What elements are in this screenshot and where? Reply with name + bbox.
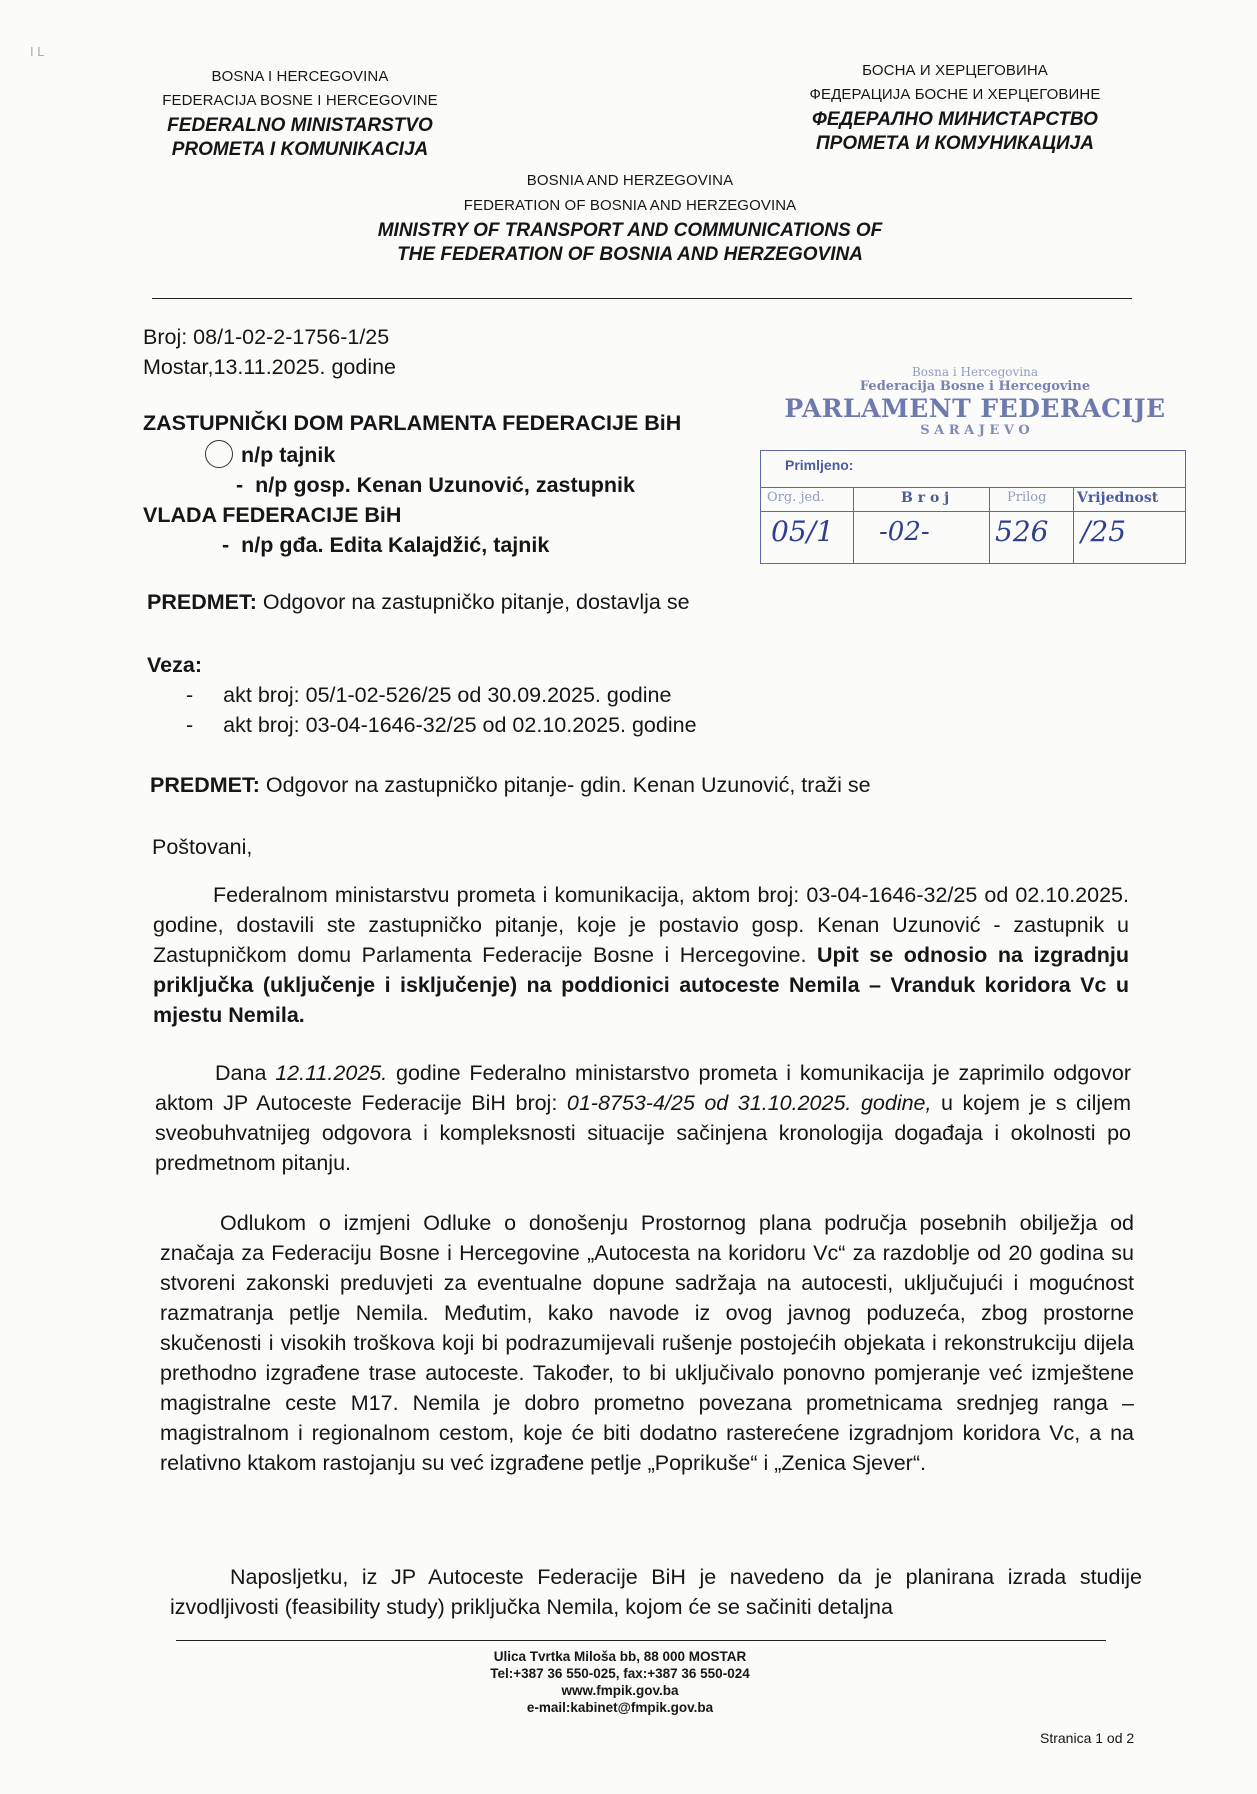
footer-phone-fax: Tel:+387 36 550-025, fax:+387 36 550-024 [490, 1666, 750, 1681]
hand-circle-mark [205, 440, 233, 468]
recipient-house-deputy-label: n/p gosp. Kenan Uzunović, zastupnik [255, 473, 635, 497]
paragraph-3: Odlukom o izmjeni Odluke o donošenju Prostornog plana područja posebnih obilježja od značaja za Federaciju Bosne i Hercegovine „Autocesta na koridoru Vc“ za razdoblje od 20 godina su stvoreni zakonski preduvjeti za eventualne dopune sadržaja na autocesti, uključujući i mogućnost razmatranja petlje Nemila. Međutim, kako navode iz ovog javnog poduzeća, zbog prostorne skučenosti i visokih troškova koji bi podrazumijevali rušenje postojećih objekata i rekonstrukciju dijela prethodno izgrađene trase autoceste. Također, to bi uključivalo ponovno pomjeranje već izmještene magistralne ceste M17. Nemila je dobro prometno povezana prometnicama srednjeg ranga – magistralnom i regionalnom cestom, koje će biti dodatno rasterećene izgradnjom koridora Vc, a na relativno ktakom rastojanju su već izgrađene petlje „Poprikuše“ i „Zenica Sjever“. [160, 1211, 1134, 1475]
stamp-col-unit: Org. jed. [767, 490, 825, 505]
subject-line-1 [147, 587, 690, 617]
header-latin-country: BOSNA I HERCEGOVINA [211, 68, 389, 85]
subject-label: PREDMET: [150, 773, 260, 797]
stamp-registration-box [760, 450, 1186, 564]
footer-email: e-mail:kabinet@fmpik.gov.ba [526, 1700, 714, 1715]
stamp-col-number: B r o j [901, 490, 950, 506]
paragraph-2-text-e: u kojem je s ciljem sveobuhvatnijeg odgovora i kompleksnosti situacije sačinjena kronologija događaja i okolnosti po predmetnom pitanju. [155, 1091, 1132, 1175]
list-dash: - [186, 713, 194, 737]
list-dash: - [236, 473, 244, 497]
recipient-house-deputy [236, 470, 635, 500]
corner-mark: I L [30, 44, 45, 59]
parliament-stamp [760, 365, 1190, 438]
stamp-col-attachment: Prilog [1007, 490, 1047, 505]
paragraph-2-text-a: Dana [215, 1061, 276, 1085]
stamp-line-3: PARLAMENT FEDERACIJE [784, 394, 1166, 423]
stamp-handwritten-value: /25 [1081, 515, 1127, 548]
header-latin-federation: FEDERACIJA BOSNE I HERCEGOVINE [162, 92, 438, 109]
paragraph-1-text: Federalnom ministarstvu prometa i komunikacija, aktom broj: 03-04-1646-32/25 od 02.10.2025. godine, dostavili ste zastupničko pitanje, koje je postavio gosp. Kenan Uzunović - zastupnik u Zastupničkom domu Parlamenta Federacije Bosne i Hercegovine. [153, 883, 1129, 967]
footer-address: Ulica Tvrtka Miloša bb, 88 000 MOSTAR [493, 1649, 747, 1664]
recipient-government: VLADA FEDERACIJE BiH [143, 503, 402, 527]
list-dash: - [222, 533, 230, 557]
subject-text: Odgovor na zastupničko pitanje, dostavlja se [256, 590, 690, 614]
stamp-line-4: S A R A J E V O [920, 423, 1030, 438]
paragraph-1-emphasis: Upit se odnosio na izgradnju priključka (uključenje i isključenje) na poddionici autoceste Nemila – Vranduk koridora Vc u mjestu Nemila. [153, 943, 1129, 1027]
header-cyrillic-federation: ФЕДЕРАЦИЈА БОСНЕ И ХЕРЦЕГОВИНЕ [809, 86, 1101, 103]
recipient-house-secretary-label: n/p tajnik [241, 443, 336, 467]
footer-contact [420, 1648, 820, 1716]
header-cyrillic [780, 62, 1130, 155]
header-latin [140, 68, 460, 161]
paragraph-4: Naposljetku, iz JP Autoceste Federacije BiH je navedeno da je planirana izrada studije izvodljivosti (feasibility study) priključka Nemila, kojom će se sačiniti detaljna [170, 1565, 1142, 1619]
recipient-government-secretary [222, 530, 549, 560]
header-english-federation: FEDERATION OF BOSNIA AND HERZEGOVINA [463, 197, 797, 214]
footer-website: www.fmpik.gov.ba [561, 1683, 679, 1698]
subject-label: PREDMET: [147, 590, 257, 614]
subject-line-2 [150, 770, 871, 800]
salutation: Poštovani, [152, 835, 253, 859]
stamp-handwritten-number: -02- [879, 517, 930, 547]
paragraph-2-reference: 01-8753-4/25 od 31.10.2025. godine, [566, 1091, 932, 1115]
list-dash: - [186, 683, 194, 707]
paragraph-2-date: 12.11.2025. [275, 1061, 388, 1085]
stamp-line-1: Bosna i Hercegovina [911, 365, 1039, 379]
header-cyrillic-ministry-2: ПРОМЕТА И КОМУНИКАЦИЈА [816, 133, 1094, 154]
header-english [330, 172, 930, 266]
paragraph-2-text-c: godine Federalno ministarstvo prometa i komunikacija je zaprimilo odgovor aktom JP Autoceste Federacije BiH broj: [155, 1061, 1131, 1115]
header-divider [152, 298, 1132, 299]
footer-divider [176, 1640, 1106, 1641]
stamp-line-2: Federacija Bosne i Hercegovine [859, 379, 1091, 394]
page-number: Stranica 1 od 2 [1040, 1730, 1135, 1746]
reference-item-text: akt broj: 03-04-1646-32/25 od 02.10.2025. godine [223, 713, 697, 737]
header-english-ministry-2: THE FEDERATION OF BOSNIA AND HERZEGOVINA [397, 244, 863, 265]
stamp-handwritten-unit: 05/1 [771, 515, 834, 548]
document-number: Broj: 08/1-02-2-1756-1/25 [143, 325, 390, 349]
header-english-country: BOSNIA AND HERZEGOVINA [526, 172, 734, 189]
recipient-house-secretary [205, 440, 335, 470]
place-date: Mostar,13.11.2025. godine [143, 355, 397, 379]
stamp-handwritten-attachment: 526 [995, 515, 1049, 548]
reference-item-1 [186, 680, 671, 710]
reference-label: Veza: [147, 653, 202, 677]
paragraph-1 [153, 880, 1129, 1030]
recipient-house: ZASTUPNIČKI DOM PARLAMENTA FEDERACIJE BiH [143, 411, 682, 435]
header-cyrillic-ministry-1: ФЕДЕРАЛНО МИНИСТАРСТВО [812, 109, 1098, 130]
reference-item-2 [186, 710, 697, 740]
header-latin-ministry-2: PROMETA I KOMUNIKACIJA [171, 139, 429, 160]
header-latin-ministry-1: FEDERALNO MINISTARSTVO [167, 115, 433, 136]
stamp-col-value: Vrijednost [1077, 490, 1159, 506]
paragraph-2 [155, 1058, 1131, 1178]
recipient-government-secretary-label: n/p gđa. Edita Kalajdžić, tajnik [241, 533, 550, 557]
header-english-ministry-1: MINISTRY OF TRANSPORT AND COMMUNICATIONS OF [377, 220, 883, 241]
stamp-received-label: Primljeno: [785, 457, 854, 473]
header-cyrillic-country: БОСНА И ХЕРЦЕГОВИНА [862, 62, 1048, 79]
subject-text: Odgovor na zastupničko pitanje- gdin. Kenan Uzunović, traži se [259, 773, 871, 797]
reference-item-text: akt broj: 05/1-02-526/25 od 30.09.2025. godine [223, 683, 672, 707]
